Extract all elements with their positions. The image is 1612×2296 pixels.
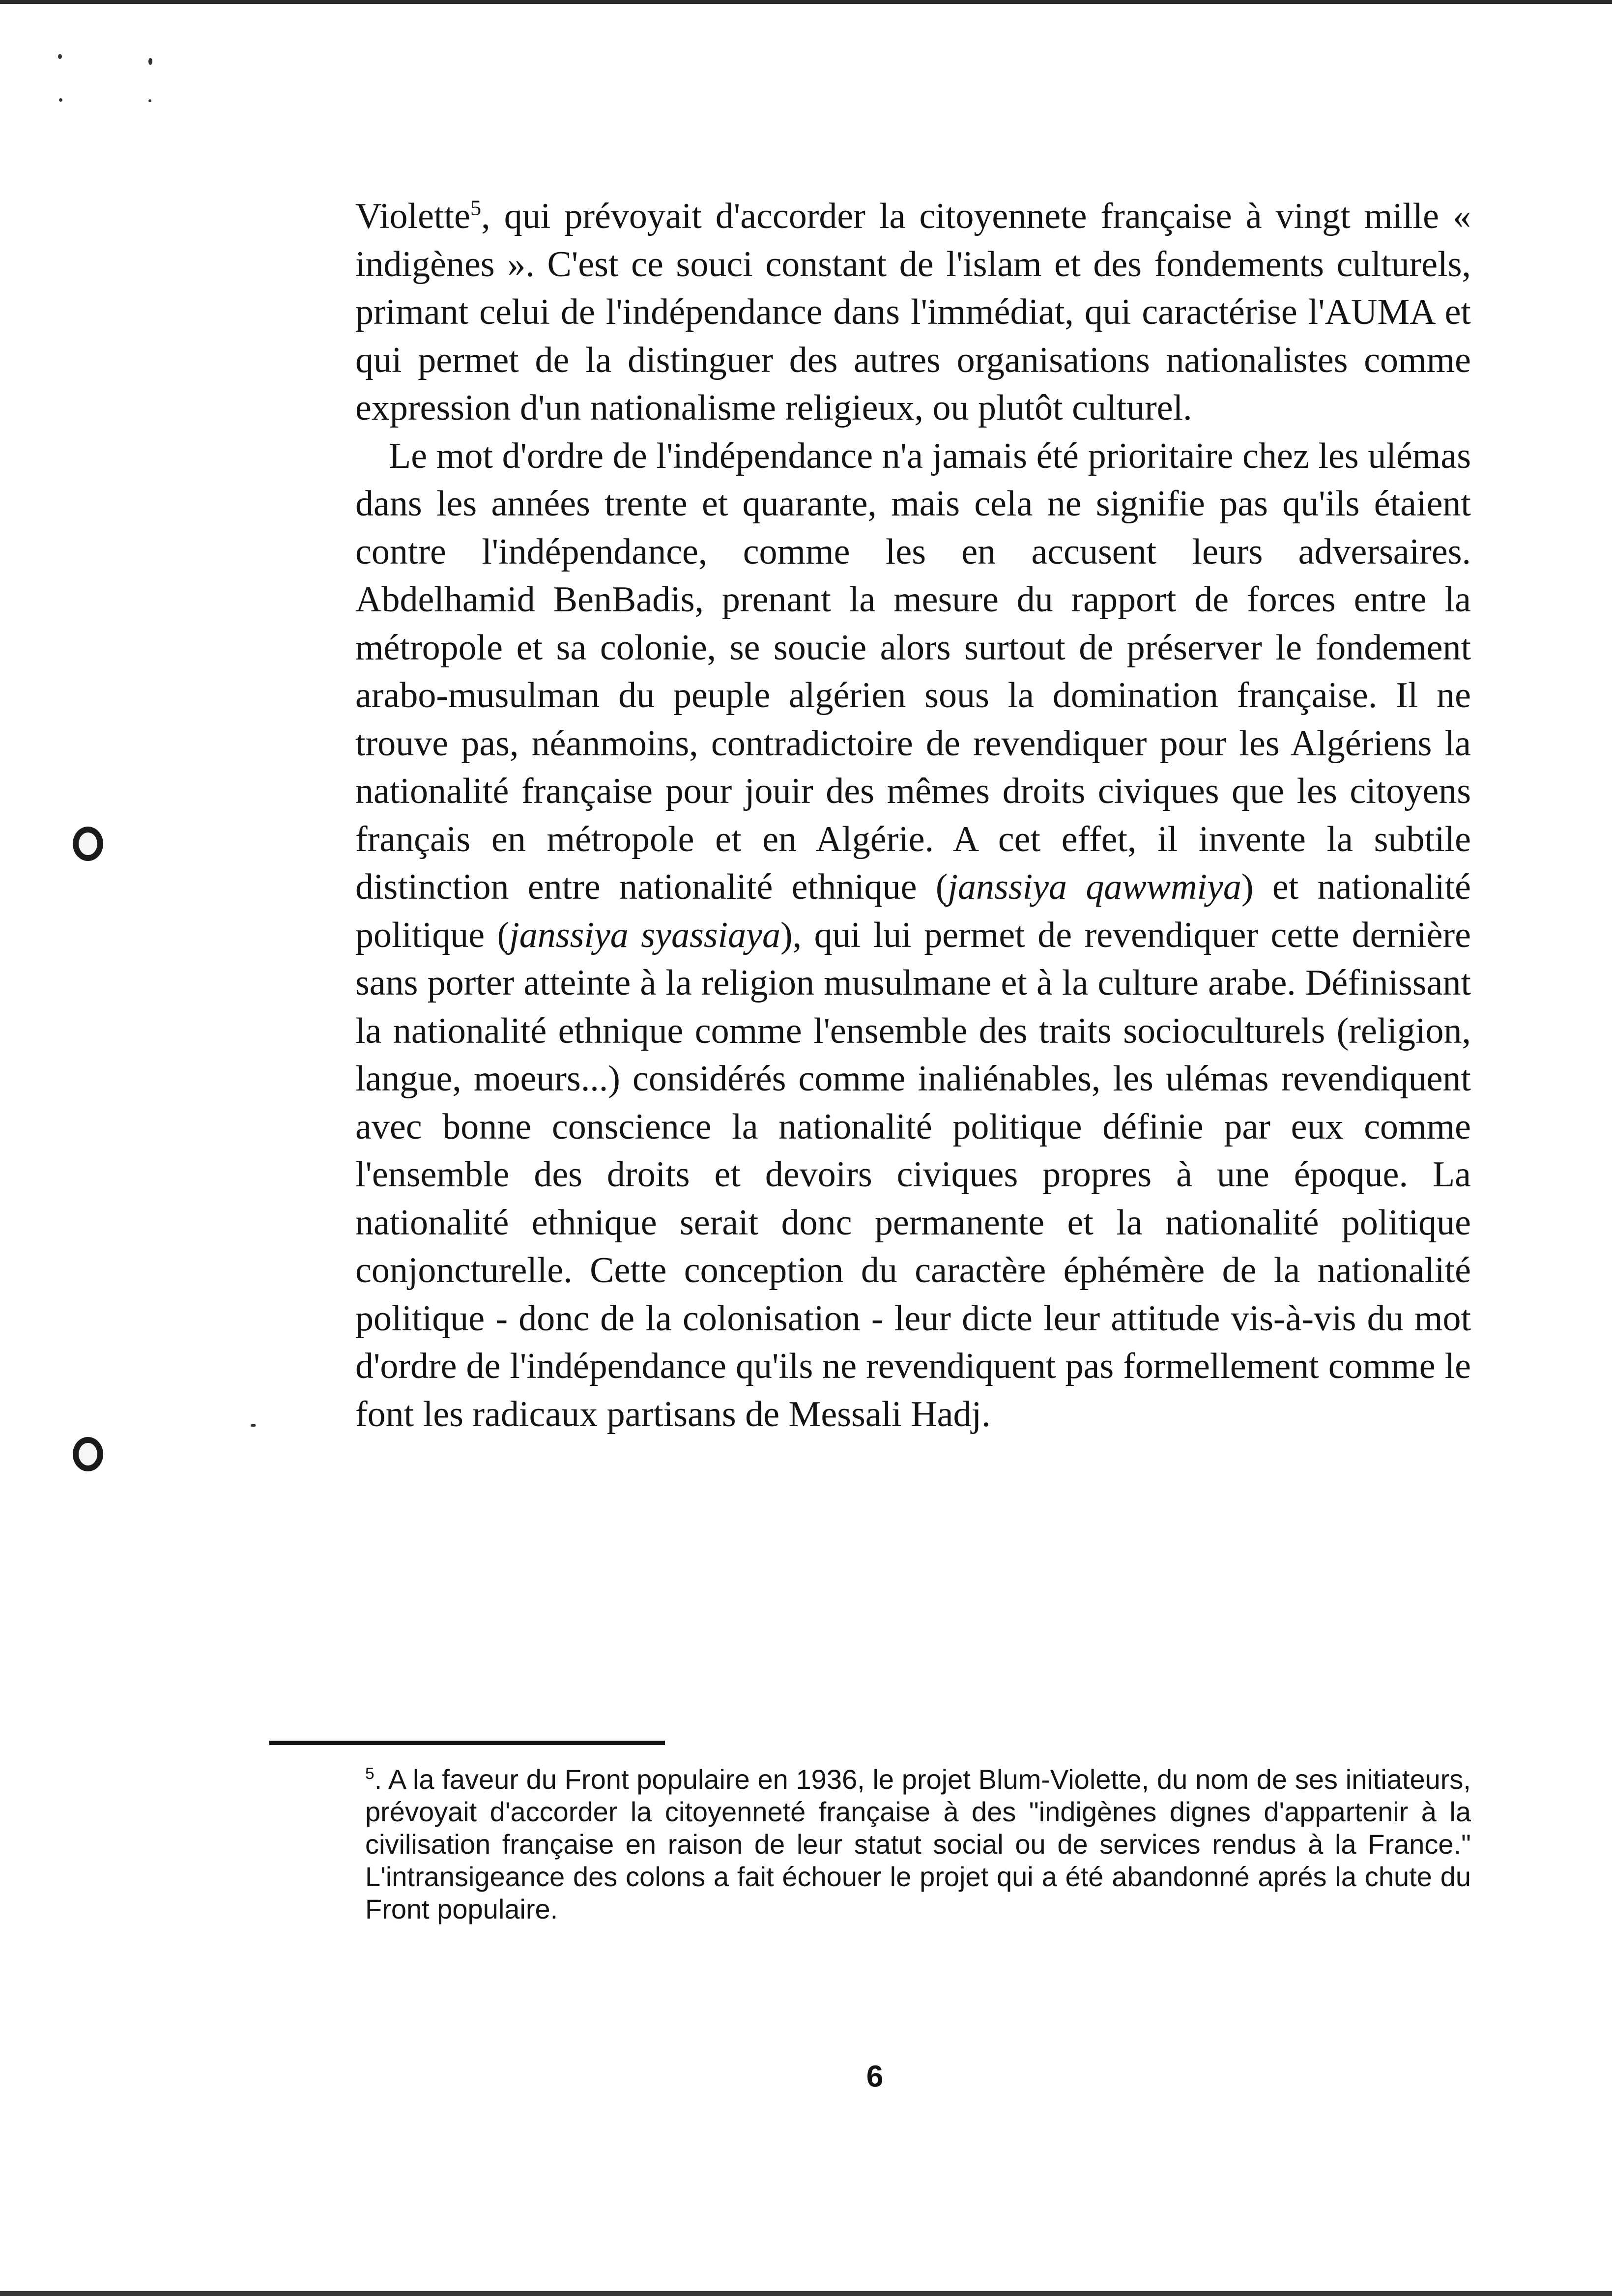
text-run: ) et nationalité politique (	[355, 867, 1471, 955]
text-run: ), qui lui permet de revendiquer cette dernière sans porter atteinte à la religion musulmane et à la culture arabe. Définissant la nationalité ethnique comme l'ensemble des traits socioculturels (religion, langue, moeurs...) considérés comme inaliénables, les ulémas revendiquent avec bonne conscience la nationalité politique définie par eux comme l'ensemble des droits et devoirs civiques propres à une époque. La nationalité ethnique serait donc permanente et la nationalité politique conjoncturelle. Cette conception du caractère éphémère de la nationalité politique - donc de la colonisation - leur dicte leur attitude vis-à-vis du mot d'ordre de l'indépendance qu'ils ne revendiquent pas formellement comme le font les radicaux partisans de Messali Hadj.	[355, 915, 1471, 1435]
footnote	[365, 1763, 1471, 1925]
text-run: Violette	[355, 196, 470, 236]
punch-hole-lower	[73, 1437, 103, 1471]
scan-edge-bottom	[0, 2291, 1612, 2296]
italic-term: janssiya qawwmiya	[948, 867, 1241, 907]
scan-edge-top	[0, 0, 1612, 4]
scan-speck	[251, 1424, 256, 1427]
body-text	[355, 193, 1471, 1438]
footnote-reference: 5	[470, 195, 482, 220]
punch-hole-upper	[73, 827, 103, 861]
text-run: Le mot d'ordre de l'indépendance n'a jamais été prioritaire chez les ulémas dans les années trente et quarante, mais cela ne signifie pas qu'ils étaient contre l'indépendance, comme les en accusent leurs adversaires. Abdelhamid BenBadis, prenant la mesure du rapport de forces entre la métropole et sa colonie, se soucie alors surtout de préserver le fondement arabo-musulman du peuple algérien sous la domination française. Il ne trouve pas, néanmoins, contradictoire de revendiquer pour les Algériens la nationalité française pour jouir des mêmes droits civiques que les citoyens français en métropole et en Algérie. A cet effet, il invente la subtile distinction entre nationalité ethnique (	[355, 435, 1471, 907]
footnote-separator	[269, 1741, 665, 1745]
scan-speck	[148, 58, 152, 65]
paragraph	[355, 193, 1471, 432]
footnote-marker: 5	[365, 1764, 374, 1783]
page-number: 6	[866, 2060, 884, 2094]
text-run: , qui prévoyait d'accorder la citoyennete française à vingt mille « indigènes ». C'est ce souci constant de l'islam et des fondements culturels, primant celui de l'indépendance dans l'immédiat, qui caractérise l'AUMA et qui permet de la distinguer des autres organisations nationalistes comme expression d'un nationalisme religieux, ou plutôt culturel.	[355, 196, 1471, 428]
footnote-text: . A la faveur du Front populaire en 1936, le projet Blum-Violette, du nom de ses initiateurs, prévoyait d'accorder la citoyenneté française à des "indigènes dignes d'appartenir à la civilisation française en raison de leur statut social ou de services rendus à la France." L'intransigeance des colons a fait échouer le projet qui a été abandonné aprés la chute du Front populaire.	[365, 1764, 1471, 1924]
scan-speck	[59, 98, 62, 102]
scan-speck	[58, 54, 62, 59]
italic-term: janssiya syassiaya	[509, 915, 780, 955]
scan-speck	[148, 99, 151, 102]
paragraph	[355, 432, 1471, 1439]
